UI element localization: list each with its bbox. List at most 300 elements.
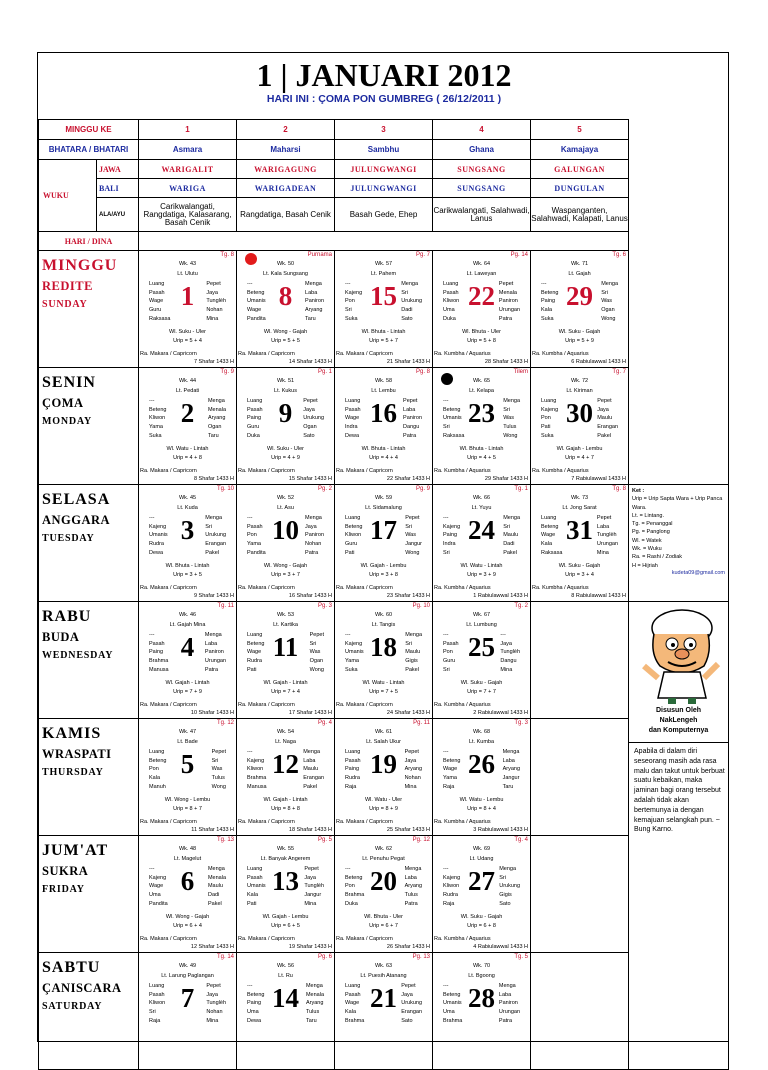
hijri-date: 10 Shafar 1433 H bbox=[190, 710, 235, 716]
date-number: 12 bbox=[272, 749, 300, 779]
date-cell[interactable] bbox=[237, 485, 335, 602]
lintang-label: Lt. Kiriman bbox=[566, 388, 593, 394]
urip-label: Urip = 3 + 5 bbox=[173, 572, 202, 578]
wuku-number: Wk. 44 bbox=[178, 378, 197, 384]
date-cell-body bbox=[335, 251, 432, 367]
wewaran-item: Beteng bbox=[149, 406, 167, 413]
lintang-label: Lt. Tangis bbox=[371, 622, 396, 628]
watek-label: Wl. Suku - Gajah bbox=[558, 329, 601, 335]
urip-label: Urip = 5 + 8 bbox=[467, 338, 496, 344]
day-alt-name: WRASPATI bbox=[42, 747, 112, 761]
date-cell-body bbox=[139, 251, 236, 367]
wewaran-item: Paing bbox=[345, 766, 360, 773]
wewaran-item: Sri bbox=[401, 289, 408, 296]
day-label bbox=[39, 251, 139, 368]
wewaran-item: Kliwon bbox=[443, 298, 460, 305]
date-cell-body bbox=[237, 251, 334, 367]
hijri-date: 15 Shafar 1433 H bbox=[288, 476, 333, 482]
wewaran-item: Luang bbox=[345, 983, 361, 989]
date-cell[interactable] bbox=[237, 953, 335, 1070]
wewaran-item: Kajeng bbox=[443, 523, 461, 530]
wewaran-item: Pasah bbox=[345, 406, 361, 413]
date-cell[interactable] bbox=[335, 485, 433, 602]
wewaran-item: Wong bbox=[211, 783, 226, 790]
urip-label: Urip = 4 + 5 bbox=[467, 455, 496, 461]
wewaran-item: Pasah bbox=[149, 640, 165, 647]
wewaran-item: Wong bbox=[503, 432, 518, 439]
wuku-number: Wk. 51 bbox=[276, 378, 295, 384]
wuku-bali: JULUNGWANGI bbox=[335, 179, 433, 198]
watek-label: Wl. Suku - Gajah bbox=[460, 680, 503, 686]
week-number: 5 bbox=[531, 120, 629, 140]
alayu-text: Waspanganten, Salahwadi, Kalapati, Lanus bbox=[531, 198, 629, 232]
watek-label: Wl. Gajah - Lintah bbox=[263, 680, 308, 686]
date-cell-body bbox=[433, 719, 530, 835]
wewaran-item: Pandita bbox=[247, 549, 266, 556]
wewaran-item: Uma bbox=[443, 307, 455, 314]
wuku-number: Wk. 50 bbox=[276, 261, 295, 267]
wewaran-item: Luang bbox=[345, 749, 361, 755]
wewaran-right bbox=[304, 865, 324, 909]
date-cell[interactable] bbox=[433, 251, 531, 368]
wewaran-right bbox=[306, 982, 324, 1026]
legend-line: Wk. = Wuku bbox=[632, 546, 662, 553]
day-name: SABTU bbox=[42, 959, 101, 976]
cartoon-character-image bbox=[630, 606, 728, 706]
date-cell[interactable] bbox=[531, 368, 629, 485]
wewaran-right bbox=[205, 631, 226, 675]
wuku-number: Wk. 45 bbox=[178, 495, 197, 501]
wewaran-left bbox=[541, 280, 558, 324]
date-number: 11 bbox=[272, 632, 299, 662]
wewaran-item: Raja bbox=[443, 900, 455, 907]
wewaran-left bbox=[149, 865, 168, 909]
watek-label: Wl. Watu - Uler bbox=[364, 797, 403, 803]
lintang-label: Lt. Lumbung bbox=[466, 622, 497, 628]
watek-label: Wl. Bhuta - Lintah bbox=[459, 446, 504, 452]
wewaran-item: Sri bbox=[503, 523, 510, 530]
wewaran-item: Yama bbox=[345, 658, 359, 665]
zodiac-label: Ra. Makara / Capricorn bbox=[140, 351, 197, 357]
wewaran-item: Suka bbox=[345, 315, 358, 322]
wewaran-item: Pakel bbox=[503, 549, 517, 556]
urip-label: Urip = 3 + 7 bbox=[271, 572, 300, 578]
date-cell[interactable] bbox=[237, 836, 335, 953]
wewaran-item: Luang bbox=[247, 398, 263, 404]
wewaran-left bbox=[443, 514, 460, 558]
penanggal-label: Tg. 7 bbox=[612, 369, 627, 375]
wuku-number: Wk. 55 bbox=[276, 846, 295, 852]
date-number: 9 bbox=[278, 398, 293, 428]
hijri-date: 8 Shafar 1433 H bbox=[193, 476, 235, 482]
watek-label: Wl. Gajah - Lembu bbox=[360, 563, 407, 569]
bhatara-name: Asmara bbox=[139, 140, 237, 160]
wuku-number: Wk. 66 bbox=[472, 495, 491, 501]
wewaran-item: Kala bbox=[345, 1009, 357, 1016]
wewaran-left bbox=[345, 748, 361, 792]
wuku-number: Wk. 68 bbox=[472, 729, 491, 735]
lintang-label: Lt. Gajah Mina bbox=[169, 622, 206, 628]
wewaran-item: Kajeng bbox=[149, 874, 167, 881]
wewaran-item: Tunglèh bbox=[206, 298, 227, 305]
header-spacer bbox=[629, 120, 729, 368]
wuku-number: Wk. 73 bbox=[570, 495, 589, 501]
wewaran-right bbox=[499, 280, 520, 324]
wewaran-item: Urukung bbox=[401, 298, 423, 305]
date-number: 26 bbox=[468, 749, 496, 779]
zodiac-label: Ra. Makara / Capricorn bbox=[238, 702, 295, 708]
urip-label: Urip = 7 + 7 bbox=[467, 689, 496, 695]
urip-label: Urip = 8 + 9 bbox=[369, 806, 398, 812]
day-name: SELASA bbox=[42, 491, 111, 508]
wewaran-item: Sri bbox=[503, 406, 510, 413]
wewaran-item: Menala bbox=[305, 991, 325, 998]
date-cell[interactable] bbox=[433, 368, 531, 485]
wuku-number: Wk. 64 bbox=[472, 261, 491, 267]
wewaran-item: Menala bbox=[498, 289, 517, 296]
wewaran-item: Urungan bbox=[596, 541, 619, 548]
wuku-label: WUKU bbox=[39, 160, 97, 232]
date-cell[interactable] bbox=[531, 485, 629, 602]
wewaran-item: Paniron bbox=[498, 1000, 518, 1007]
wewaran-item: Kajeng bbox=[345, 640, 363, 647]
zodiac-label: Ra. Kumbha / Aquarius bbox=[532, 468, 589, 474]
wuku-number: Wk. 43 bbox=[178, 261, 197, 267]
wewaran-item: Pasah bbox=[345, 757, 361, 764]
wewaran-item: Sato bbox=[303, 432, 315, 439]
wewaran-item: Umanis bbox=[345, 649, 364, 656]
wewaran-item: --- bbox=[500, 632, 506, 638]
hijri-date: 6 Rabiulawwal 1433 H bbox=[571, 359, 627, 365]
date-cell[interactable] bbox=[139, 368, 237, 485]
wewaran-item: Tulus bbox=[211, 775, 225, 782]
wewaran-item: Yama bbox=[247, 541, 261, 548]
alayu-text: Rangdatiga, Basah Cenik bbox=[237, 198, 335, 232]
wewaran-item: Jangur bbox=[502, 775, 520, 782]
date-number: 6 bbox=[180, 866, 195, 896]
wewaran-item: Mina bbox=[206, 315, 219, 322]
wewaran-item: Pakel bbox=[405, 666, 419, 673]
wewaran-item: --- bbox=[247, 983, 253, 989]
lintang-label: Lt. Sidamalung bbox=[365, 505, 402, 511]
wewaran-item: Umanis bbox=[443, 1000, 462, 1007]
wewaran-item: Pandita bbox=[247, 315, 266, 322]
day-label bbox=[39, 719, 139, 836]
wewaran-item: Uma bbox=[443, 1009, 455, 1016]
side-blank bbox=[629, 368, 729, 485]
wewaran-item: Raksasa bbox=[541, 549, 563, 556]
wewaran-item: Dangu bbox=[403, 424, 420, 431]
date-cell[interactable] bbox=[335, 953, 433, 1070]
wewaran-item: Beteng bbox=[443, 991, 461, 998]
date-cell[interactable] bbox=[433, 953, 531, 1070]
date-cell[interactable] bbox=[139, 836, 237, 953]
penanggal-label: Pg. 7 bbox=[416, 252, 431, 258]
date-cell[interactable] bbox=[433, 485, 531, 602]
zodiac-label: Ra. Makara / Capricorn bbox=[336, 468, 393, 474]
wewaran-item: Paniron bbox=[498, 298, 518, 305]
date-number: 15 bbox=[370, 281, 398, 311]
date-cell[interactable] bbox=[335, 368, 433, 485]
lintang-label: Lt. Kuda bbox=[177, 505, 198, 511]
wewaran-item: Kala bbox=[541, 307, 553, 314]
wuku-number: Wk. 61 bbox=[374, 729, 393, 735]
wewaran-right bbox=[403, 397, 422, 441]
penanggal-label: Pg. 5 bbox=[318, 837, 333, 843]
wewaran-item: Menala bbox=[207, 406, 227, 413]
lintang-label: Lt. Larung Paglangan bbox=[161, 973, 214, 979]
date-cell[interactable] bbox=[139, 953, 237, 1070]
wewaran-item: Aryang bbox=[305, 307, 323, 314]
lintang-label: Lt. Kumba bbox=[468, 739, 495, 745]
wewaran-item: Yama bbox=[149, 424, 163, 431]
wewaran-item: Dadi bbox=[503, 541, 515, 548]
urip-label: Urip = 8 + 4 bbox=[467, 806, 496, 812]
wewaran-item: Pepet bbox=[206, 281, 221, 287]
date-cell-body bbox=[237, 602, 334, 718]
credit-line: dan Komputernya bbox=[648, 727, 709, 734]
wewaran-item: Ogan bbox=[303, 424, 317, 431]
hijri-date: 7 Shafar 1433 H bbox=[193, 359, 235, 365]
lintang-label: Lt. Yuyu bbox=[471, 505, 492, 511]
wewaran-item: Indra bbox=[345, 424, 358, 431]
lintang-label: Lt. Naga bbox=[275, 739, 296, 745]
wewaran-item: Menga bbox=[207, 398, 225, 404]
wewaran-item: Taru bbox=[305, 1017, 317, 1024]
date-cell[interactable] bbox=[531, 251, 629, 368]
lintang-label: Lt. Penuhu Pegat bbox=[362, 856, 405, 862]
wewaran-item: Rudra bbox=[149, 541, 164, 548]
penanggal-label: Tg. 6 bbox=[612, 252, 627, 258]
wewaran-item: Beteng bbox=[247, 991, 265, 998]
wewaran-item: Indra bbox=[443, 541, 456, 548]
wewaran-item: Wage bbox=[345, 1000, 360, 1007]
wewaran-item: Sri bbox=[443, 549, 450, 556]
wewaran-item: Luang bbox=[149, 281, 165, 287]
wewaran-item: Luang bbox=[345, 398, 361, 404]
wewaran-item: Pon bbox=[247, 532, 257, 539]
wewaran-item: Mina bbox=[500, 666, 513, 673]
hijri-date: 23 Shafar 1433 H bbox=[386, 593, 431, 599]
wewaran-left bbox=[345, 280, 362, 324]
wewaran-item: Rudra bbox=[247, 658, 262, 665]
wewaran-item: Laba bbox=[305, 289, 318, 296]
legend-line: Lt. = Lintang. bbox=[632, 512, 664, 519]
wewaran-item: --- bbox=[149, 866, 155, 872]
wewaran-item: Patra bbox=[403, 432, 417, 439]
wewaran-right bbox=[499, 865, 520, 909]
date-number: 30 bbox=[566, 398, 594, 428]
date-cell[interactable] bbox=[237, 251, 335, 368]
penanggal-label: Pg. 9 bbox=[416, 486, 431, 492]
wewaran-item: Pasah bbox=[149, 289, 165, 296]
date-cell[interactable] bbox=[139, 602, 237, 719]
urip-label: Urip = 6 + 8 bbox=[467, 923, 496, 929]
wuku-bali: WARIGADEAN bbox=[237, 179, 335, 198]
day-label bbox=[39, 368, 139, 485]
date-cell[interactable] bbox=[433, 719, 531, 836]
wewaran-item: Taru bbox=[207, 432, 219, 439]
watek-label: Wl. Suku - Uler bbox=[169, 329, 206, 335]
wewaran-item: Pepet bbox=[405, 515, 420, 521]
wewaran-item: Pasah bbox=[149, 991, 165, 998]
penanggal-label: Pg. 3 bbox=[318, 603, 333, 609]
hijri-date: 25 Shafar 1433 H bbox=[386, 827, 431, 833]
wewaran-item: Sri bbox=[443, 666, 450, 673]
wewaran-item: Menga bbox=[405, 632, 423, 638]
date-cell[interactable] bbox=[433, 602, 531, 719]
wewaran-item: Ogan bbox=[309, 658, 324, 665]
wewaran-right bbox=[305, 280, 324, 324]
watek-label: Wl. Wong - Gajah bbox=[263, 329, 308, 335]
credit-line: Disusun Oleh bbox=[655, 707, 702, 714]
wewaran-item: Beteng bbox=[247, 640, 265, 647]
wewaran-item: Dadi bbox=[207, 892, 220, 899]
zodiac-label: Ra. Makara / Capricorn bbox=[238, 819, 295, 825]
day-alt-name: REDITE bbox=[42, 279, 93, 293]
wewaran-item: Menga bbox=[305, 515, 322, 521]
wewaran-item: Maulu bbox=[503, 532, 519, 539]
wewaran-item: Jangur bbox=[304, 892, 322, 899]
wewaran-item: Paing bbox=[247, 1000, 262, 1007]
urip-label: Urip = 4 + 7 bbox=[565, 455, 594, 461]
day-alt-name: ANGGARA bbox=[42, 513, 111, 527]
date-number: 29 bbox=[566, 281, 594, 311]
wewaran-item: Pon bbox=[541, 415, 551, 422]
wewaran-item: Was bbox=[309, 649, 321, 656]
urip-label: Urip = 8 + 8 bbox=[271, 806, 300, 812]
urip-label: Urip = 4 + 8 bbox=[173, 455, 202, 461]
wewaran-item: Sato bbox=[401, 1017, 413, 1024]
hijri-date: 26 Shafar 1433 H bbox=[386, 944, 431, 950]
wewaran-item: Wage bbox=[149, 883, 164, 890]
hijri-date: 24 Shafar 1433 H bbox=[386, 710, 431, 716]
penanggal-label: Pg. 4 bbox=[318, 720, 333, 726]
date-cell[interactable] bbox=[237, 719, 335, 836]
date-cell[interactable] bbox=[335, 251, 433, 368]
day-english-name: TUESDAY bbox=[42, 533, 95, 544]
wewaran-right bbox=[401, 280, 422, 324]
wewaran-left bbox=[247, 397, 263, 441]
wewaran-item: Pasah bbox=[247, 874, 263, 881]
date-cell-body bbox=[335, 953, 432, 1069]
wewaran-item: Tunglèh bbox=[596, 532, 617, 539]
zodiac-label: Ra. Makara / Capricorn bbox=[140, 702, 197, 708]
wewaran-item: Menga bbox=[401, 281, 419, 287]
urip-label: Urip = 5 + 9 bbox=[565, 338, 594, 344]
date-cell[interactable] bbox=[139, 251, 237, 368]
penanggal-label: Pg. 12 bbox=[412, 837, 431, 843]
wewaran-item: Gigis bbox=[405, 658, 418, 665]
date-cell[interactable] bbox=[335, 719, 433, 836]
wewaran-item: Sri bbox=[309, 640, 317, 647]
lintang-label: Lt. Kartika bbox=[273, 622, 298, 628]
date-cell[interactable] bbox=[237, 602, 335, 719]
date-cell[interactable] bbox=[433, 836, 531, 953]
date-number: 14 bbox=[272, 983, 300, 1013]
wewaran-left bbox=[443, 397, 464, 441]
watek-label: Wl. Gajah - Lintah bbox=[165, 680, 210, 686]
urip-label: Urip = 8 + 7 bbox=[173, 806, 202, 812]
wewaran-item: Luang bbox=[247, 632, 263, 638]
wewaran-item: Mina bbox=[304, 900, 317, 907]
date-cell[interactable] bbox=[335, 602, 433, 719]
wewaran-item: Duka bbox=[345, 900, 358, 907]
wewaran-left bbox=[443, 631, 459, 675]
wewaran-item: Wage bbox=[345, 415, 360, 422]
date-number: 2 bbox=[180, 398, 195, 428]
date-cell-body bbox=[335, 602, 432, 718]
watek-label: Wl. Bhuta - Uler bbox=[364, 914, 403, 920]
urip-label: Urip = 5 + 5 bbox=[271, 338, 300, 344]
wuku-number: Wk. 52 bbox=[276, 495, 295, 501]
day-name: RABU bbox=[42, 608, 92, 625]
wewaran-item: Mina bbox=[596, 549, 609, 556]
wewaran-left bbox=[149, 748, 166, 792]
date-cell[interactable] bbox=[335, 836, 433, 953]
zodiac-label: Ra. Makara / Capricorn bbox=[336, 819, 393, 825]
wewaran-left bbox=[247, 748, 267, 792]
alayu-text: Basah Gede, Ehep bbox=[335, 198, 433, 232]
zodiac-label: Ra. Makara / Capricorn bbox=[140, 468, 197, 474]
wewaran-item: Mina bbox=[206, 1017, 219, 1024]
wewaran-item: Jaya bbox=[500, 640, 512, 647]
wewaran-item: Menga bbox=[303, 749, 321, 755]
hijri-date: 12 Shafar 1433 H bbox=[190, 944, 235, 950]
date-cell-body bbox=[139, 836, 236, 952]
zodiac-label: Ra. Kumbha / Aquarius bbox=[434, 819, 491, 825]
wewaran-item: Menga bbox=[601, 281, 619, 287]
wewaran-left bbox=[247, 514, 266, 558]
wewaran-item: Dadi bbox=[401, 307, 413, 314]
wewaran-left bbox=[149, 397, 166, 441]
penanggal-label: Tg. 12 bbox=[217, 720, 235, 726]
wewaran-left bbox=[443, 280, 459, 324]
week-number: 3 bbox=[335, 120, 433, 140]
hijri-date: 2 Rabiulawwal 1433 H bbox=[473, 710, 529, 716]
lintang-label: Lt. Asu bbox=[277, 505, 294, 511]
wewaran-item: Duka bbox=[247, 432, 260, 439]
wewaran-item: Uma bbox=[247, 1009, 259, 1016]
watek-label: Wl. Wong - Gajah bbox=[263, 563, 308, 569]
day-label bbox=[39, 836, 139, 953]
today-subtitle: HARI INI : ÇOMA PON GUMBREG ( 26/12/2011 ) bbox=[266, 93, 502, 105]
date-cell[interactable] bbox=[237, 368, 335, 485]
wewaran-item: Ogan bbox=[601, 307, 615, 314]
date-cell[interactable] bbox=[139, 485, 237, 602]
wewaran-item: Luang bbox=[247, 866, 263, 872]
wewaran-item: --- bbox=[247, 749, 253, 755]
watek-label: Wl. Suku - Gajah bbox=[460, 914, 503, 920]
wewaran-item: Menga bbox=[207, 866, 225, 872]
penanggal-label: Tg. 13 bbox=[217, 837, 235, 843]
penanggal-label: Tg. 10 bbox=[217, 486, 235, 492]
hijri-date: 14 Shafar 1433 H bbox=[288, 359, 333, 365]
alayu-label: ALA/AYU bbox=[97, 198, 139, 232]
wewaran-item: Sri bbox=[405, 640, 412, 647]
hijri-date: 4 Rabiulawwal 1433 H bbox=[473, 944, 529, 950]
date-number: 17 bbox=[370, 515, 398, 545]
date-cell[interactable] bbox=[139, 719, 237, 836]
wewaran-item: Kliwon bbox=[247, 766, 264, 773]
day-name: JUM'AT bbox=[42, 842, 109, 859]
zodiac-label: Ra. Kumbha / Aquarius bbox=[434, 351, 491, 357]
date-cell-body bbox=[335, 836, 432, 952]
wuku-jawa: WARIGAGUNG bbox=[237, 160, 335, 179]
hijri-date: 29 Shafar 1433 H bbox=[484, 476, 529, 482]
zodiac-label: Ra. Makara / Capricorn bbox=[238, 936, 295, 942]
calendar-page bbox=[37, 52, 729, 1042]
